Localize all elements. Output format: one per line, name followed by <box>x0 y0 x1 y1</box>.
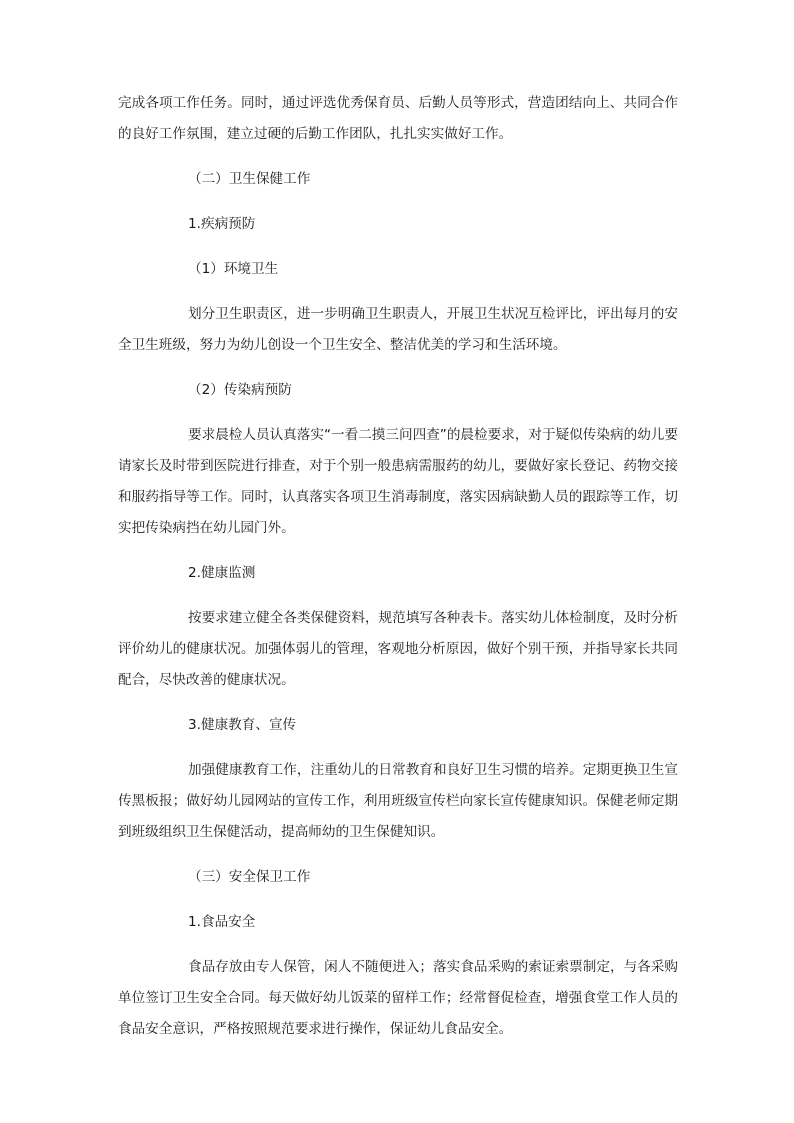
subheading-health-education: 3.健康教育、宣传 <box>188 717 297 733</box>
section-heading-safety: （三）安全保卫工作 <box>188 869 311 885</box>
paragraph-environment: 划分卫生职责区，进一步明确卫生职责人，开展卫生状况互检评比，评出每月的安全卫生班级，努力为幼儿创设一个卫生安全、整洁优美的学习和生活环境。 <box>118 306 678 353</box>
subheading-environment: （1）环境卫生 <box>188 261 279 277</box>
document-page <box>118 88 678 1045</box>
paragraph-health-monitor: 按要求建立健全各类保健资料，规范填写各种表卡。落实幼儿体检制度，及时分析评价幼儿的健康状况。加强体弱儿的管理，客观地分析原因，做好个别干预，并指导家长共同配合，尽快改善的健康状况。 <box>118 610 678 688</box>
paragraph-infection: 要求晨检人员认真落实“一看二摸三问四查”的晨检要求，对于疑似传染病的幼儿要请家长及时带到医院进行排查，对于个别一般患病需服药的幼儿，要做好家长登记、药物交接和服药指导等工作。同时，认真落实各项卫生消毒制度，落实因病缺勤人员的跟踪等工作，切实把传染病挡在幼儿园门外。 <box>118 427 678 536</box>
paragraph-health-education: 加强健康教育工作，注重幼儿的日常教育和良好卫生习惯的培养。定期更换卫生宣传黑板报；做好幼儿园网站的宣传工作，利用班级宣传栏向家长宣传健康知识。保健老师定期到班级组织卫生保健活动，提高师幼的卫生保健知识。 <box>118 762 678 840</box>
subheading-food-safety: 1.食品安全 <box>188 914 256 930</box>
subheading-disease-prevention: 1.疾病预防 <box>188 216 256 232</box>
paragraph-continuation: 完成各项工作任务。同时，通过评选优秀保育员、后勤人员等形式，营造团结向上、共同合作的良好工作氛围，建立过硬的后勤工作团队，扎扎实实做好工作。 <box>118 95 678 142</box>
section-heading-health: （二）卫生保健工作 <box>188 171 311 187</box>
paragraph-food-safety: 食品存放由专人保管，闲人不随便进入；落实食品采购的索证索票制定，与各采购单位签订卫生安全合同。每天做好幼儿饭菜的留样工作；经常督促检查，增强食堂工作人员的食品安全意识，严格按照规范要求进行操作，保证幼儿食品安全。 <box>118 959 678 1037</box>
subheading-health-monitor: 2.健康监测 <box>188 565 256 581</box>
subheading-infection: （2）传染病预防 <box>188 382 292 398</box>
